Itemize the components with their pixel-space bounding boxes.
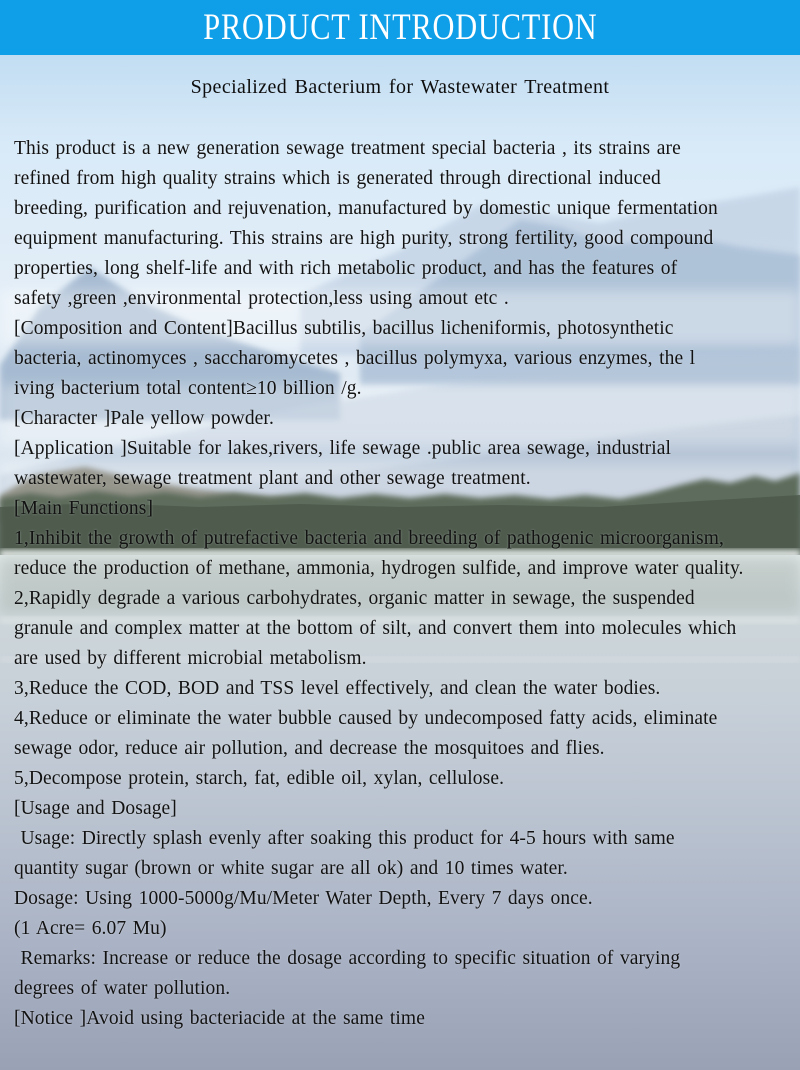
text-line: Dosage: Using 1000-5000g/Mu/Meter Water Depth, Every 7 days once. xyxy=(14,888,593,909)
text-line: reduce the production of methane, ammonia, hydrogen sulfide, and improve water quality. xyxy=(14,558,744,579)
text-line: [Composition and Content]Bacillus subtilis, bacillus licheniformis, photosynthetic xyxy=(14,318,674,339)
text-line: iving bacterium total content≥10 billion /g. xyxy=(14,378,362,399)
text-line: [Notice ]Avoid using bacteriacide at the same time xyxy=(14,1008,425,1029)
text-line: 1,Inhibit the growth of putrefactive bacteria and breeding of pathogenic microorganism, xyxy=(14,528,724,549)
text-line: granule and complex matter at the bottom of silt, and convert them into molecules which xyxy=(14,618,737,639)
text-line: 2,Rapidly degrade a various carbohydrates, organic matter in sewage, the suspended xyxy=(14,588,695,609)
text-line: are used by different microbial metabolism. xyxy=(14,648,367,669)
text-line: refined from high quality strains which is generated through directional induced xyxy=(14,168,661,189)
text-line: [Main Functions] xyxy=(14,498,154,519)
text-line: [Usage and Dosage] xyxy=(14,798,177,819)
text-line: bacteria, actinomyces , saccharomycetes , bacillus polymyxa, various enzymes, the l xyxy=(14,348,696,369)
subtitle: Specialized Bacterium for Wastewater Treatment xyxy=(190,76,610,98)
text-line: 3,Reduce the COD, BOD and TSS level effectively, and clean the water bodies. xyxy=(14,678,661,699)
text-line: Remarks: Increase or reduce the dosage according to specific situation of varying xyxy=(14,948,681,969)
text-line: safety ,green ,environmental protection,less using amout etc . xyxy=(14,288,509,309)
text-line: wastewater, sewage treatment plant and other sewage treatment. xyxy=(14,468,531,489)
text-line: breeding, purification and rejuvenation, manufactured by domestic unique fermentation xyxy=(14,198,718,219)
body-text xyxy=(14,134,800,1034)
text-line: quantity sugar (brown or white sugar are all ok) and 10 times water. xyxy=(14,858,568,879)
text-line: [Character ]Pale yellow powder. xyxy=(14,408,274,429)
text-line: sewage odor, reduce air pollution, and decrease the mosquitoes and flies. xyxy=(14,738,605,759)
text-line: 5,Decompose protein, starch, fat, edible oil, xylan, cellulose. xyxy=(14,768,505,789)
text-line: [Application ]Suitable for lakes,rivers, life sewage .public area sewage, industrial xyxy=(14,438,672,459)
text-line: Usage: Directly splash evenly after soaking this product for 4-5 hours with same xyxy=(14,828,675,849)
text-line: 4,Reduce or eliminate the water bubble caused by undecomposed fatty acids, eliminate xyxy=(14,708,718,729)
text-line: properties, long shelf-life and with rich metabolic product, and has the features of xyxy=(14,258,678,279)
text-line: This product is a new generation sewage treatment special bacteria , its strains are xyxy=(14,138,681,159)
text-line: degrees of water pollution. xyxy=(14,978,231,999)
header-banner xyxy=(0,0,800,55)
text-line: equipment manufacturing. This strains are high purity, strong fertility, good compound xyxy=(14,228,714,249)
text-line: (1 Acre= 6.07 Mu) xyxy=(14,918,167,939)
page-title: PRODUCT INTRODUCTION xyxy=(202,7,598,48)
